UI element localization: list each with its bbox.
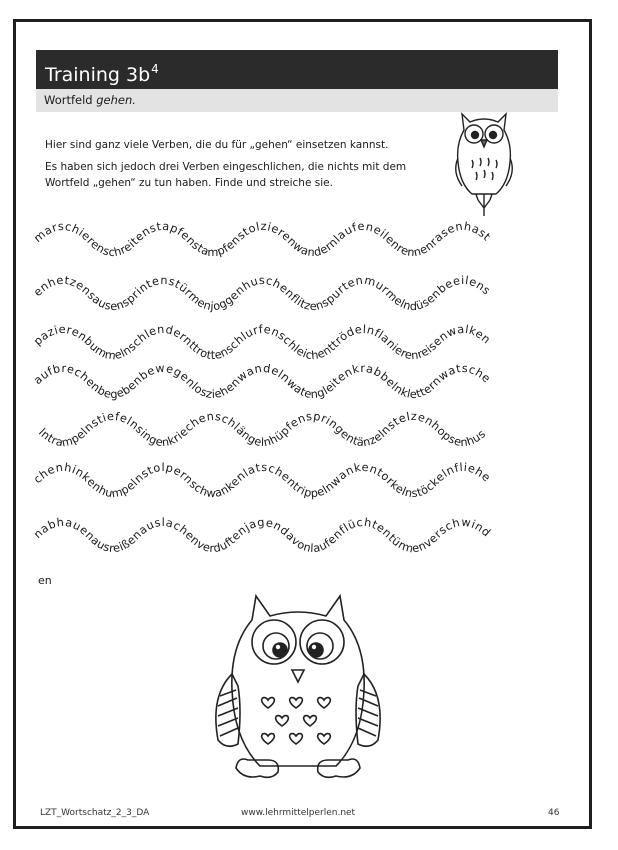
instruction-line-2: Es haben sich jedoch drei Verben eingeschlichen, die nichts mit dem Wortfeld „gehen“ zu tun haben. Finde und streiche sie. xyxy=(45,161,407,189)
snake-row-7: nabhauenausreißenauslachenverduftenjagendavonlaufenflüchtentürmenverschwind xyxy=(31,515,493,556)
footer-left: LZT_Wortschatz_2_3_DA xyxy=(40,808,150,818)
title-text: Training 3b xyxy=(45,64,151,86)
snake-row-5: lntrampelnstiefelnsingenkriechenschlängelnhüpfenspringentänzelnstelzenhopsenhus xyxy=(35,409,489,450)
subtitle-prefix: Wortfeld xyxy=(44,93,97,107)
title-superscript: 4 xyxy=(151,62,159,76)
page-number: 46 xyxy=(548,808,560,818)
footer-link[interactable]: www.lehrmittelperlen.net xyxy=(241,808,356,818)
snake-row-2: enhetzensausensprintenstürmenjoggenhuschenflitzenspurtenmurmelndüsenbeeilens xyxy=(31,273,493,314)
subtitle-emphasis: gehen. xyxy=(96,93,136,107)
instruction-line-1: Hier sind ganz viele Verben, die du für „gehen“ einsetzen kannst. xyxy=(45,139,389,151)
snake-row-4: aufbrechenbegebenbewegenlosziehenwandelnwatengleitenkrabbelnkletternwatsche xyxy=(31,361,493,402)
snake-leftover: en xyxy=(38,574,52,587)
owl-illustration xyxy=(208,590,388,790)
snake-row-3: pazierenbummelnschlendernttrottenschlurfenschleichenttrödelnflanierenreisenwalken xyxy=(31,322,493,363)
snake-row-6: chenhinkenhumpelnstolpernschwankenlatschentrippelnwankentorkelnstöckelnfliehe xyxy=(31,460,493,501)
snake-row-1: marschierenschreitenstapfenstampfenstolzierenwandernlaufeneilenrennenrasenhast xyxy=(31,219,493,260)
